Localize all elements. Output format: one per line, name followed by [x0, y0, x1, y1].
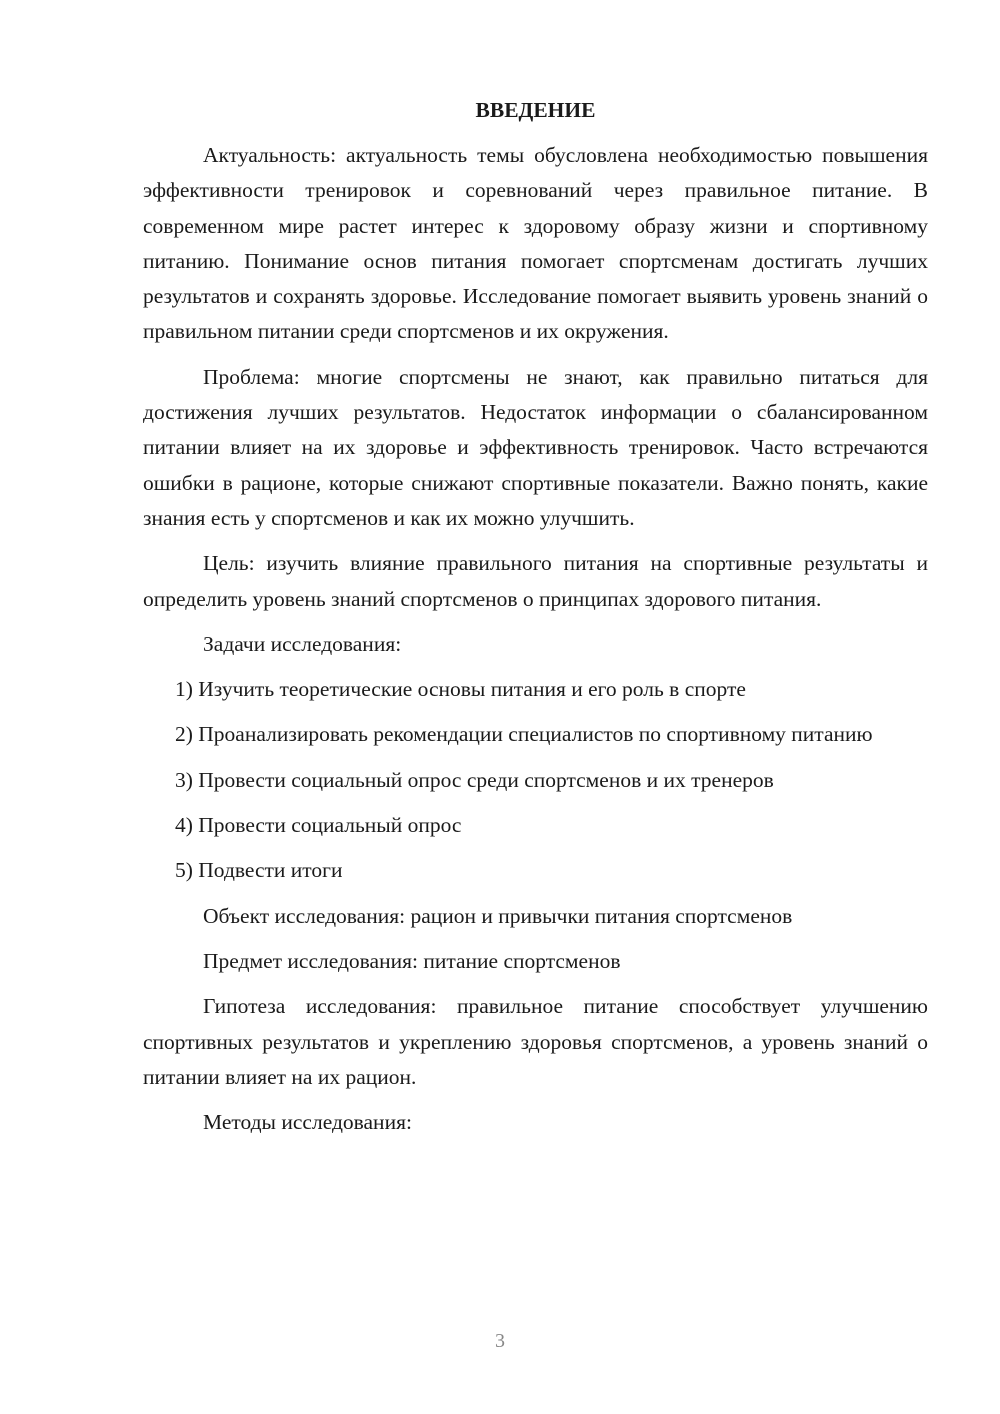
task-item: 1) Изучить теоретические основы питания и его роль в спорте: [175, 677, 746, 702]
object-paragraph: Объект исследования: рацион и привычки питания спортсменов: [203, 903, 793, 928]
relevance-paragraph: Актуальность: актуальность темы обусловлена необходимостью повышения эффективности тренировок и соревнований через правильное питание. В современном мире растет интерес к здоровому образу жизни и спортивному питанию. Понимание основ питания помогает спортсменам достигать лучших результатов и сохранять здоровье. Исследование помогает выявить уровень знаний о правильном питании среди спортсменов и их окружения.: [143, 143, 928, 344]
task-item: 2) Проанализировать рекомендации специалистов по спортивному питанию: [175, 722, 873, 747]
task-item: 3) Провести социальный опрос среди спортсменов и их тренеров: [175, 767, 774, 792]
task-item: 4) Провести социальный опрос: [175, 813, 462, 838]
problem-paragraph: Проблема: многие спортсмены не знают, как правильно питаться для достижения лучших результатов. Недостаток информации о сбалансированном питании влияет на их здоровье и эффективность тренировок. Часто встречаются ошибки в рационе, которые снижают спортивные показатели. Важно понять, какие знания есть у спортсменов и как их можно улучшить.: [143, 364, 928, 530]
subject-paragraph: Предмет исследования: питание спортсменов: [203, 948, 621, 973]
task-item: 5) Подвести итоги: [175, 858, 343, 883]
document-page: [143, 90, 928, 1150]
page-number: 3: [495, 1330, 505, 1352]
hypothesis-paragraph: Гипотеза исследования: правильное питание способствует улучшению спортивных результатов и укреплению здоровья спортсменов, а уровень знаний о питании влияет на их рацион.: [143, 994, 928, 1089]
tasks-heading: Задачи исследования:: [203, 631, 402, 656]
section-title: ВВЕДЕНИЕ: [475, 98, 596, 122]
goal-paragraph: Цель: изучить влияние правильного питания на спортивные результаты и определить уровень знаний спортсменов о принципах здорового питания.: [143, 551, 928, 611]
methods-heading: Методы исследования:: [203, 1110, 412, 1135]
